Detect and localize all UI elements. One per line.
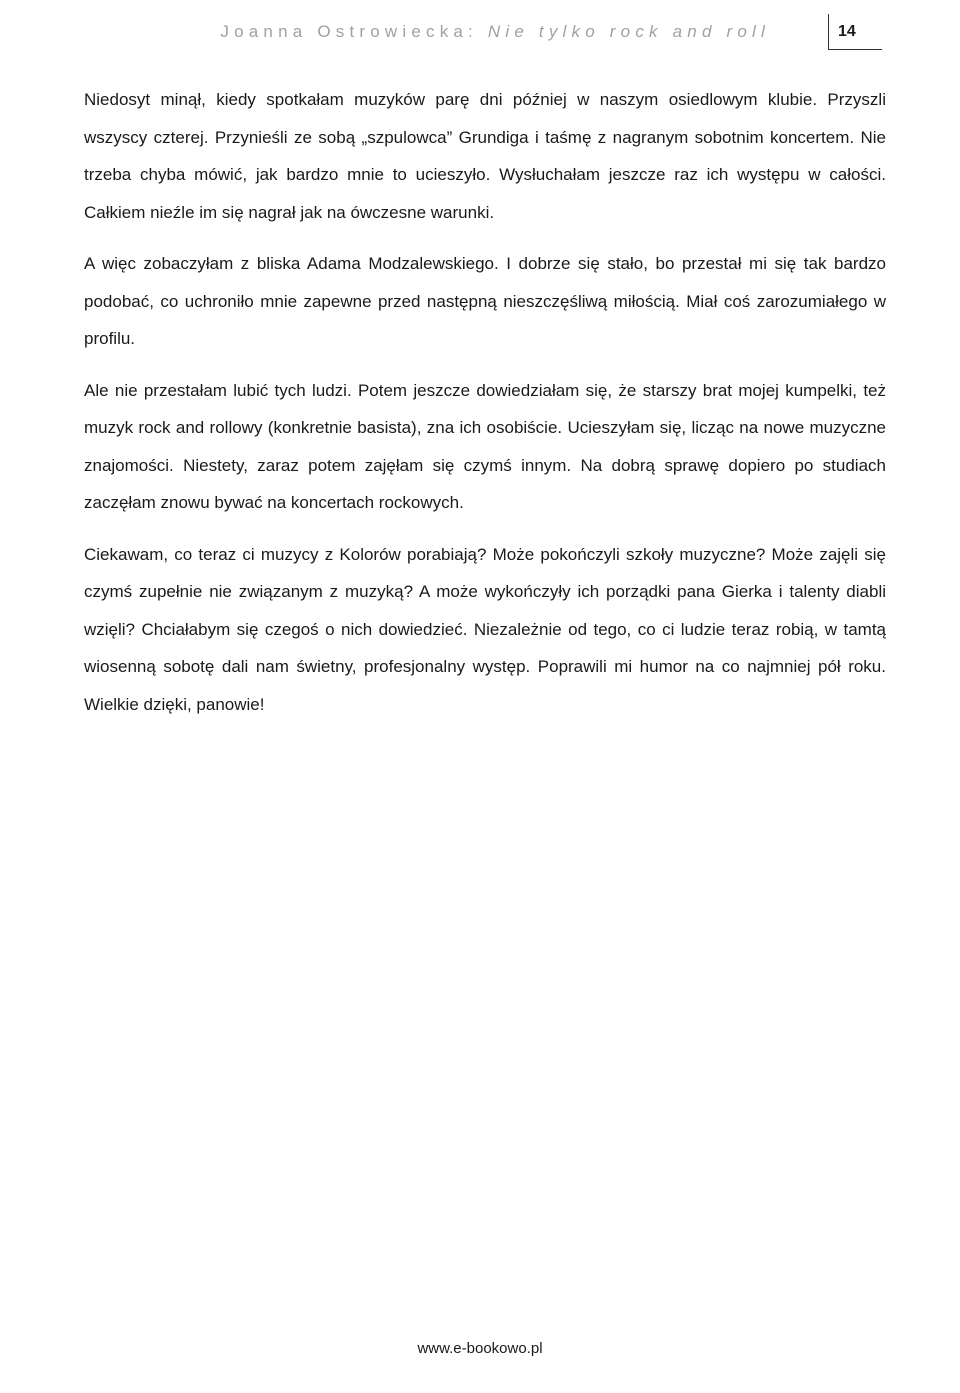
- running-title-book: Nie tylko rock and roll: [487, 22, 770, 41]
- paragraph-4: Ciekawam, co teraz ci muzycy z Kolorów porabiają? Może pokończyli szkoły muzyczne? Może zajęli się czymś zupełnie nie związanym z muzyką? A może wykończyły ich porządki pana Gierka i talenty diabli wzięli? Chciałabym się czegoś o nich dowiedzieć. Niezależnie od tego, co ci ludzie teraz robią, w tamtą wiosenną sobotę dali nam świetny, profesjonalny występ. Poprawili mi humor na co najmniej pół roku. Wielkie dzięki, panowie!: [84, 544, 886, 714]
- footer-website: www.e-bookowo.pl: [417, 1340, 543, 1357]
- paragraph-1: Niedosyt minął, kiedy spotkałam muzyków parę dni później w naszym osiedlowym klubie. Przyszli wszyscy czterej. Przynieśli ze sobą „szpulowca” Grundiga i taśmę z nagranym sobotnim koncertem. Nie trzeba chyba mówić, jak bardzo mnie to ucieszyło. Wysłuchałam jeszcze raz ich występu w całości. Całkiem nieźle im się nagrał jak na ówczesne warunki.: [84, 90, 886, 222]
- page-footer: [0, 1340, 960, 1357]
- page-header: [0, 14, 960, 54]
- running-title: [220, 22, 770, 42]
- paragraph-2: A więc zobaczyłam z bliska Adama Modzalewskiego. I dobrze się stało, bo przestał mi się tak bardzo podobać, co uchroniło mnie zapewne przed następną nieszczęśliwą miłością. Miał coś zarozumiałego w profilu.: [84, 254, 886, 348]
- running-title-author: Joanna Ostrowiecka:: [220, 22, 488, 41]
- page-number: 14: [828, 14, 882, 50]
- page-body: [84, 81, 886, 737]
- paragraph-3: Ale nie przestałam lubić tych ludzi. Potem jeszcze dowiedziałam się, że starszy brat mojej kumpelki, też muzyk rock and rollowy (konkretnie basista), zna ich osobiście. Ucieszyłam się, licząc na nowe muzyczne znajomości. Niestety, zaraz potem zajęłam się czymś innym. Na dobrą sprawę dopiero po studiach zaczęłam znowu bywać na koncertach rockowych.: [84, 380, 886, 512]
